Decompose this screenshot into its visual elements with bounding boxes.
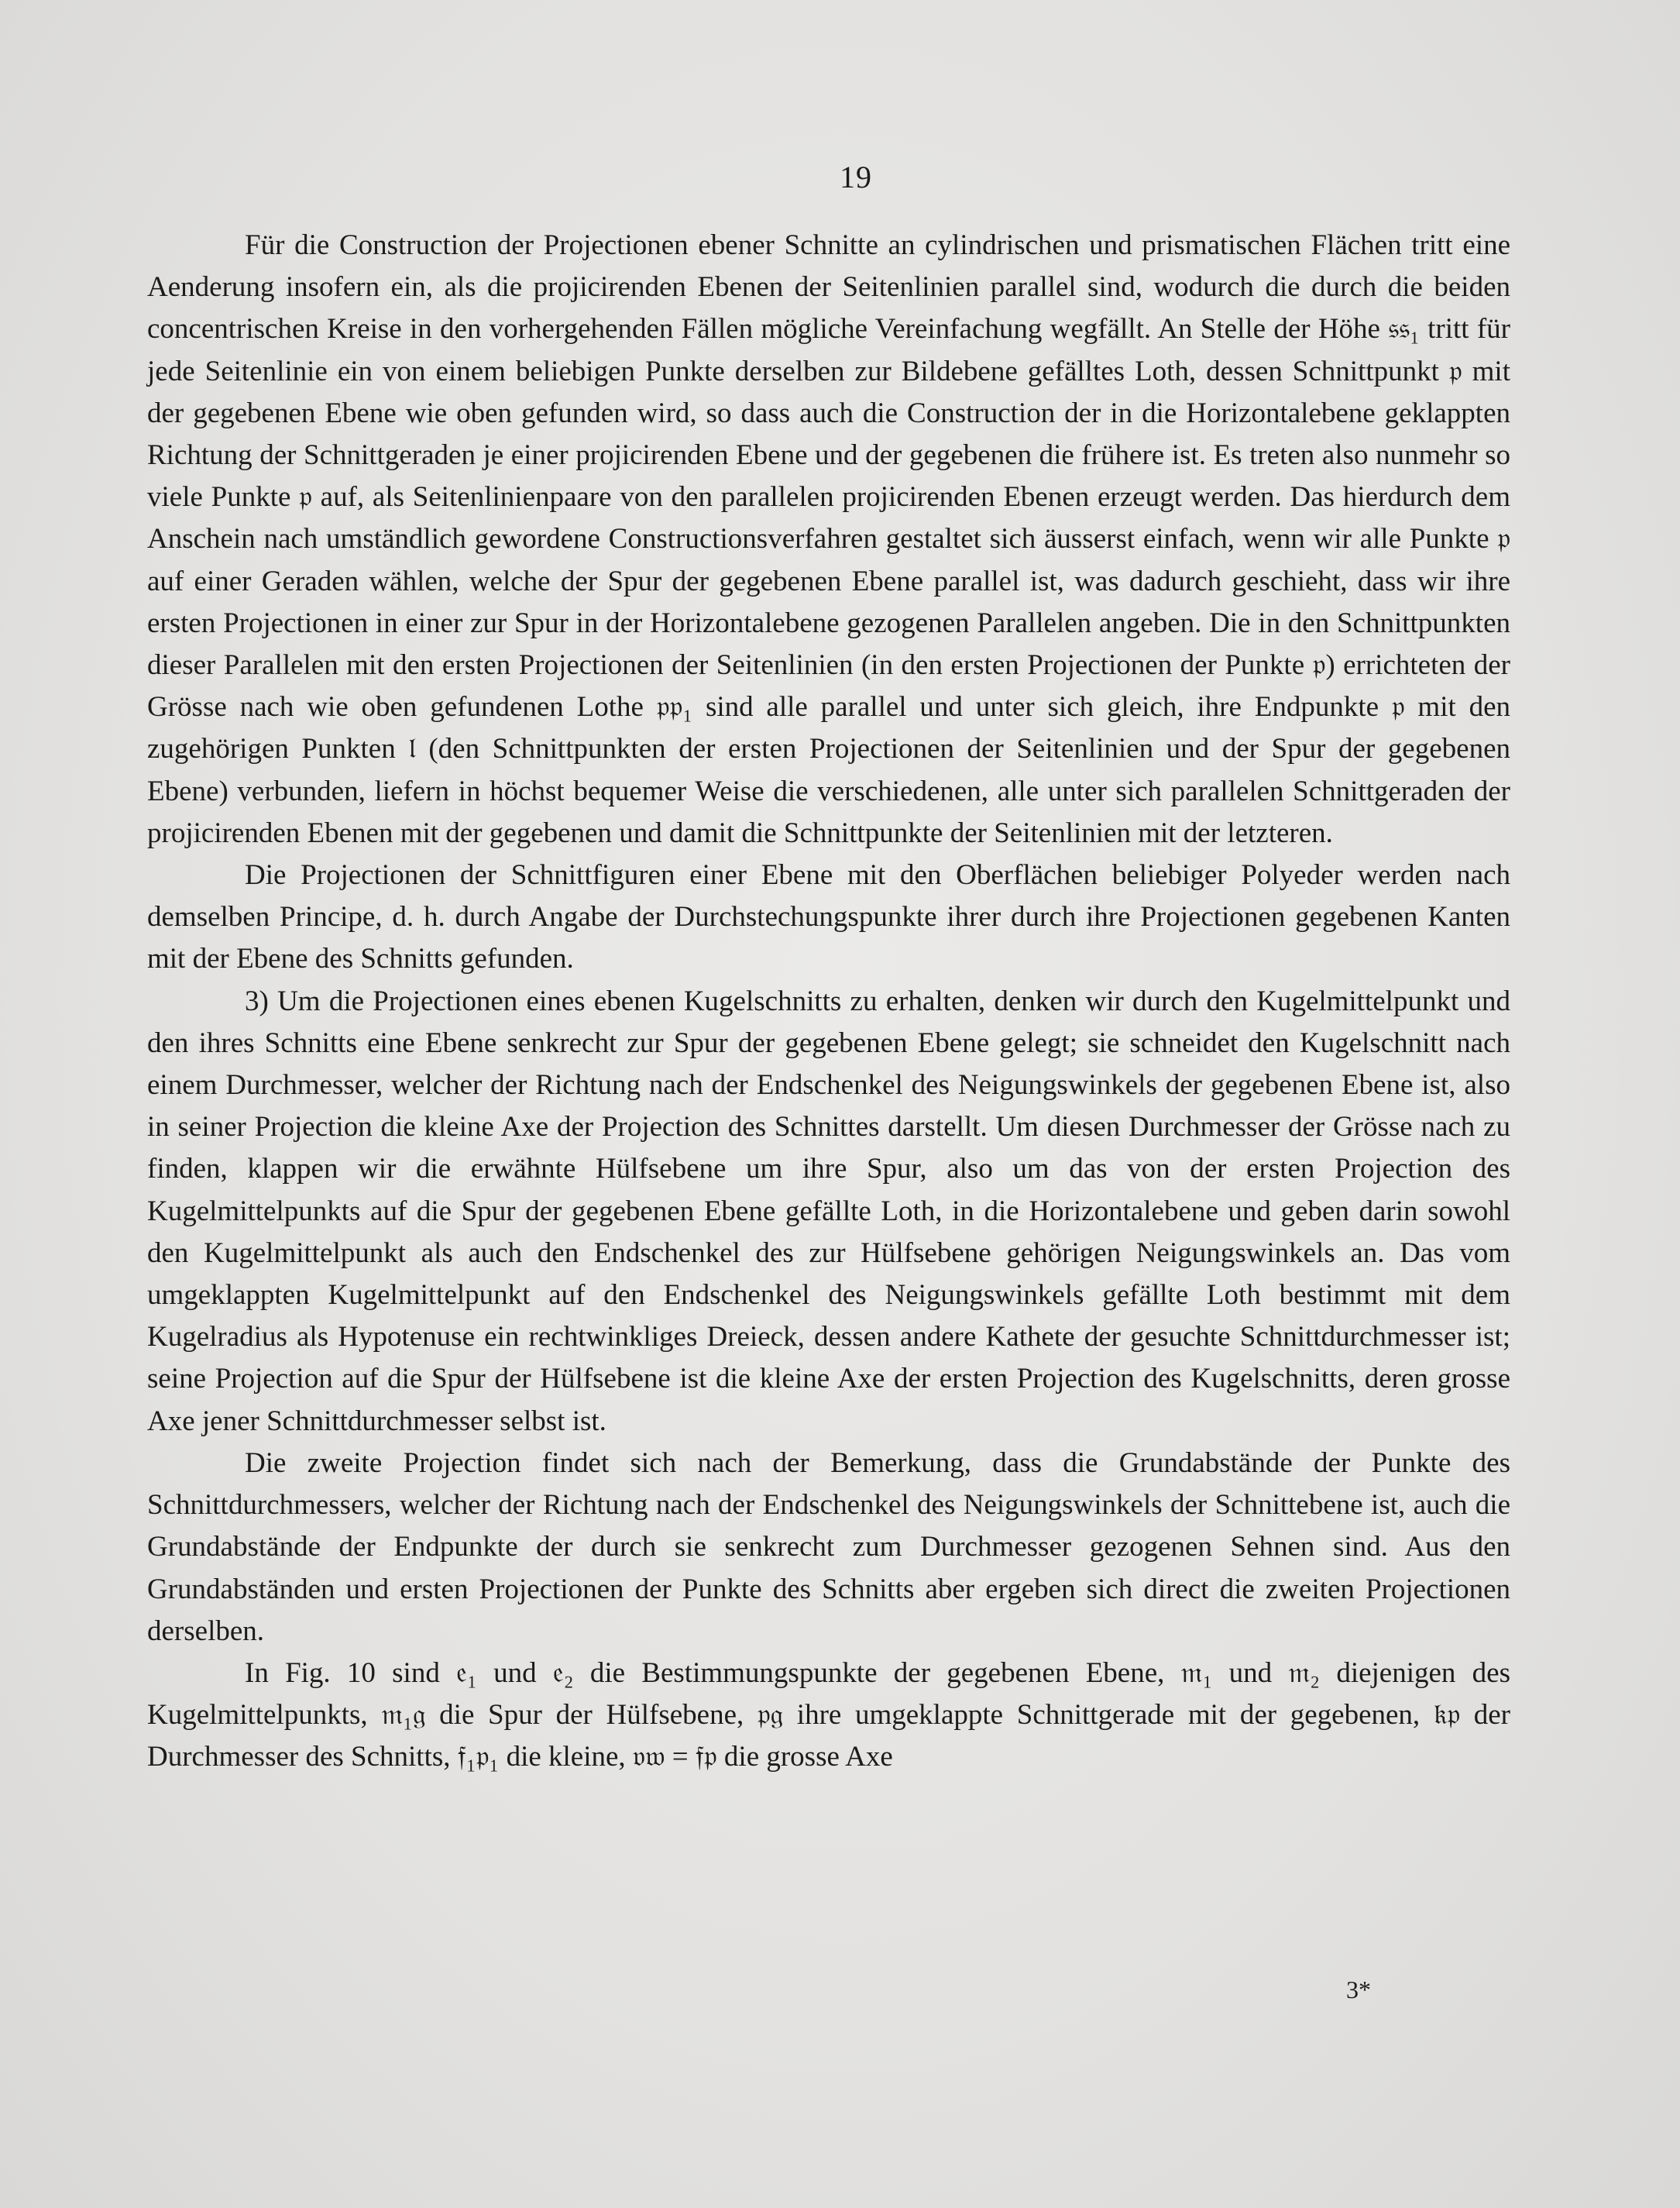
paragraph-polyeder-sections: Die Projectionen der Schnittfiguren einer Ebene mit den Oberflächen beliebiger Polyeder werden nach demselben Principe, d. h. durch Angabe der Durchstechungspunkte ihrer durch ihre Projectionen gegebenen Kanten mit der Ebene des Schnitts gefunden.	[147, 859, 1510, 975]
body-text	[147, 225, 1510, 1779]
paragraph-sphere-section: 3) Um die Projectionen eines ebenen Kugelschnitts zu erhalten, denken wir durch den Kugelmittelpunkt und den ihres Schnitts eine Ebene senkrecht zur Spur der gegebenen Ebene gelegt; sie schneidet den Kugelschnitt nach einem Durchmesser, welcher der Richtung nach der Endschenkel des Neigungswinkels der gegebenen Ebene ist, also in seiner Projection die kleine Axe der Projection des Schnittes darstellt. Um diesen Durchmesser der Grösse nach zu finden, klappen wir die erwähnte Hülfsebene um ihre Spur, also um das von der ersten Projection des Kugelmittelpunkts auf die Spur der gegebenen Ebene gefällte Loth, in die Horizontalebene und geben darin sowohl den Kugelmittelpunkt als auch den Endschenkel des zur Hülfsebene gehörigen Neigungswinkels an. Das vom umgeklappten Kugelmittelpunkt auf den Endschenkel des Neigungswinkels gefällte Loth bestimmt mit dem Kugelradius als Hypotenuse ein rechtwinkliges Dreieck, dessen andere Kathete der gesuchte Schnittdurchmesser ist; seine Projection auf die Spur der Hülfsebene ist die kleine Axe der ersten Projection des Kugelschnitts, deren grosse Axe jener Schnittdurchmesser selbst ist.	[147, 985, 1510, 1437]
paragraph-figure-10: In Fig. 10 sind 𝔢₁ und 𝔢₂ die Bestimmungspunkte der gegebenen Ebene, 𝔪₁ und 𝔪₂ diejenigen des Kugelmittelpunkts, 𝔪₁𝔤 die Spur der Hülfsebene, 𝔭𝔤 ihre umgeklappte Schnittgerade mit der gegebenen, 𝔨𝔭 der Durchmesser des Schnitts, 𝔣₁𝔭₁ die kleine, 𝔳𝔴 = 𝔣𝔭 die grosse Axe	[147, 1656, 1510, 1773]
paragraph-cylindrical-sections: Für die Construction der Projectionen ebener Schnitte an cylindrischen und prismatischen Flächen tritt eine Aenderung insofern ein, als die projicirenden Ebenen der Seitenlinien parallel sind, wodurch die durch die beiden concentrischen Kreise in den vorhergehenden Fällen mögliche Vereinfachung wegfällt. An Stelle der Höhe 𝔰𝔰₁ tritt für jede Seitenlinie ein von einem beliebigen Punkte derselben zur Bildebene gefälltes Loth, dessen Schnittpunkt 𝔭 mit der gegebenen Ebene wie oben gefunden wird, so dass auch die Construction der in die Horizontalebene geklappten Richtung der Schnittgeraden je einer projicirenden Ebene und der gegebenen die frühere ist. Es treten also nunmehr so viele Punkte 𝔭 auf, als Seitenlinienpaare von den parallelen projicirenden Ebenen erzeugt werden. Das hierdurch dem Anschein nach umständlich gewordene Constructionsverfahren gestaltet sich äusserst einfach, wenn wir alle Punkte 𝔭 auf einer Geraden wählen, welche der Spur der gegebenen Ebene parallel ist, was dadurch geschieht, dass wir ihre ersten Projectionen in einer zur Spur in der Horizontalebene gezogenen Parallelen angeben. Die in den Schnittpunkten dieser Parallelen mit den ersten Projectionen der Seitenlinien (in den ersten Projectionen der Punkte 𝔭) errichteten der Grösse nach wie oben gefundenen Lothe 𝔭𝔭₁ sind alle parallel und unter sich gleich, ihre Endpunkte 𝔭 mit den zugehörigen Punkten 𝔩 (den Schnittpunkten der ersten Projectionen der Seitenlinien und der Spur der gegebenen Ebene) verbunden, liefern in höchst bequemer Weise die verschiedenen, alle unter sich parallelen Schnittgeraden der projicirenden Ebenen mit der gegebenen und damit die Schnittpunkte der Seitenlinien mit der letzteren.	[147, 229, 1510, 849]
signature-mark: 3*	[1346, 1976, 1371, 2003]
paragraph-second-projection: Die zweite Projection findet sich nach der Bemerkung, dass die Grundabstände der Punkte des Schnittdurchmessers, welcher der Richtung nach der Endschenkel des Neigungswinkels der Schnittebene ist, auch die Grundabstände der Endpunkte der durch sie senkrecht zum Durchmesser gezogenen Sehnen sind. Aus den Grundabständen und ersten Projectionen der Punkte des Schnitts aber ergeben sich direct die zweiten Projectionen derselben.	[147, 1446, 1510, 1647]
page-number: 19	[840, 160, 872, 194]
